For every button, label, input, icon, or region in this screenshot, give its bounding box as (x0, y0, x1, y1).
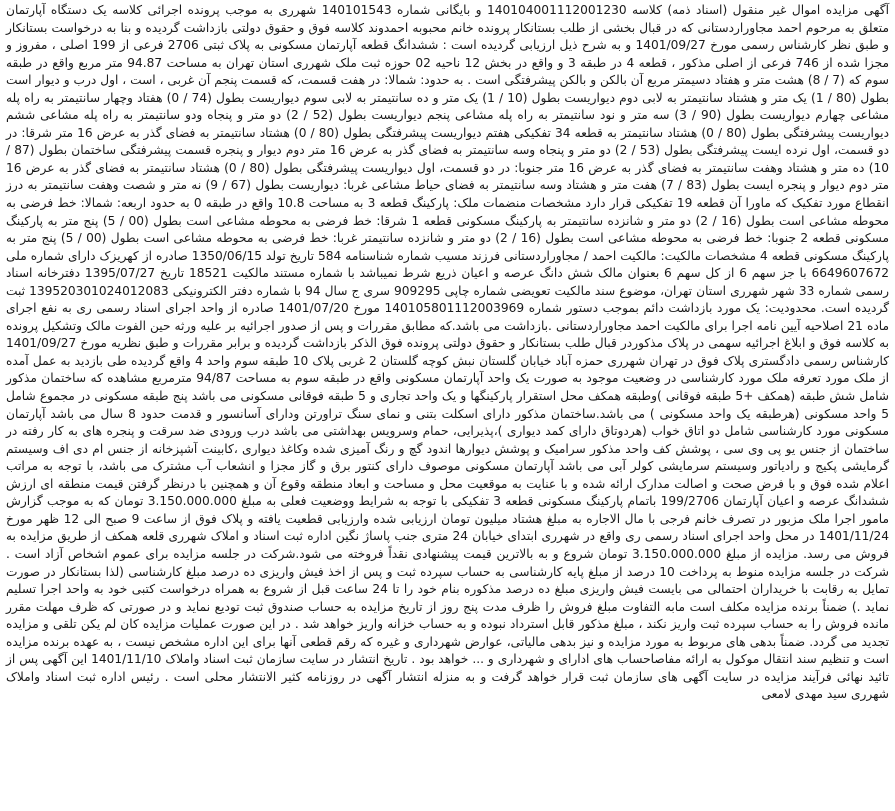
notice-body: آگهی مزایده اموال غیر منقول (اسناد ذمه) کلاسه 140104001112001230 و بایگانی شماره 140101543 شهرری به موجب پرونده اجرائی کلاسه یک دستگاه آپارتمان متعلق به مرحوم احمد مجاوراردستانی که در قبال بخشی از طلب بستانکار پرونده خانم محبوبه احمدوند کلاسه فوق و حقوق دولتی بازداشت گردیده و بنا به درخواست بستانکار و طبق نظر کارشناس رسمی مورخ 1401/09/27 و به شرح ذیل ارزیابی گردیده است : ششدانگ قطعه آپارتمان مسکونی به پلاک ثبتی 2706 فرعی از 199 اصلی ، مفروز و مجزا شده از 746 فرعی از اصلی مذکور ، قطعه 4 در طبقه 3 و واقع در بخش 12 ناحیه 02 حوزه ثبت ملک شهرری استان تهران به مساحت 94.87 متر مربع واقع در طبقه سوم که (7 / 8) هشت متر و هفتاد دسیمتر مربع آن بالکن و بالکن پیشرفتگی است . به حدود: شمالا: در هفت قسمت، که قسمت پنجم آن غربی ، است ، اول درب و دیوار است بطول (80 / 1) یک متر و هشتاد سانتیمتر به لابی دوم دیواریست بطول (10 / 1) یک متر و ده سانتیمتر به لابی سوم دیواریست بطول (74 / 0) هفتاد وچهار سانتیمتر به راه پله مشاعی چهارم دیواریست بطول (90 / 3) سه متر و نود سانتیمتر به راه پله مشاعی پنجم دیواریست بطول (52 / 2) دو متر و پنجاه ودو سانتیمتر به راه پله مشاعی ششم دیواریست پیشرفتگی بطول (80 / 0) هشتاد سانتیمتر به قطعه 34 تفکیکی هفتم دیواریست پیشرفتگی بطول (80 / 0) هشتاد سانتیمتر به فضای گذر به عرض 16 متر شرقا: در دو قسمت، اول نرده ایست پیشرفتگی بطول (53 / 2) دو متر و پنجاه وسه سانتیمتر به فضای گذر به عرض 16 متر دوم دیوار و پنجره قسمت پیشرفتگی ساختمان بطول (87 / 10) ده متر و هشتاد وهفت سانتیمتر به فضای گذر به عرض 16 متر جنوبا: در دو قسمت، اول دیواریست پیشرفتگی بطول (80 / 0) هشتاد سانتیمتر به فضای گذر به عرض 16 متر دوم دیوار و پنجره ایست بطول (83 / 7) هفت متر و هشتاد وسه سانتیمتر به فضای حیاط مشاعی غربا: دیواریست بطول (67 / 9) نه متر و شصت وهفت سانتیمتر به درز انقطاع مورد تفکیک که ماورا آن قطعه 19 تفکیکی قرار دارد مشخصات منضمات ملک: پارکینگ قطعه 3 به مساحت 10.8 واقع در طبقه 0 به حدود اربعه: شمالا: خط فرضی به محوطه مشاعی است بطول (16 / 2) دو متر و شانزده سانتیمتر به پارکینگ مسکونی قطعه 1 شرقا: خط فرضی به محوطه مشاعی است بطول (00 / 5) پنج متر به پارکینگ مسکونی قطعه 2 جنوبا: خط فرضی به محوطه مشاعی است بطول (16 / 2) دو متر و شانزده سانتیمتر غربا: خط فرضی به محوطه مشاعی است بطول (00 / 5) پنج متر به پارکینگ مسکونی قطعه 4 مشخصات مالکیت: مالکیت احمد / مجاوراردستانی فرزند مسیب شماره شناسنامه 584 تاریخ تولد 1350/06/15 صادره از کهریزک دارای شماره ملی 6649607672 با جز سهم 6 از کل سهم 6 بعنوان مالک شش دانگ عرصه و اعیان ذریع شرط نمیباشد با شماره مستند مالکیت 18521 تاریخ 1395/07/27 دفترخانه اسناد رسمی شماره 33 شهر شهرری استان تهران، موضوع سند مالکیت تعویضی شماره چاپی 909295 سری ج سال 94 با شماره دفتر الکترونیکی 139520301024012083 ثبت گردیده است. محدودیت: یک مورد بازداشت دائم بموجب دستور شماره 140105801112003969 مورخ 1401/07/20 صادره از واحد اجرای اسناد رسمی ری به نفع اجرای ماده 21 اصلاحیه آیین نامه اجرا برای مالکیت احمد مجاوراردستانی .بازداشت می باشد.که مطابق مقررات و پس از صدور اجرائیه بر علیه ورثه حین الفوت مالک وتشکیل پرونده به کلاسه فوق و ابلاغ اجرائیه سهمی در پلاک مذکوردر قبال طلب بستانکار و حقوق دولتی پرونده فوق الذکر بازداشت گردیده و برابر مقررات و طبق نظریه مورخ 1401/09/27 کارشناس رسمی دادگستری پلاک فوق در تهران شهرری حمزه آباد خیابان گلستان نبش کوچه گلستان 2 غربی پلاک 10 طبقه سوم واحد 4 واقع گردیده طی بازدید به عمل آمده از ملک مورد تعرفه ملک مورد کارشناسی در وضعیت موجود به صورت یک واحد آپارتمان مسکونی واقع در طبقه سوم به مساحت 94/87 مترمربع مشاهده که ساختمان مذکور شامل شش طبقه (همکف +5 طبقه فوقانی )وطبقه همکف محل استقرار پارکینگها و یک واحد تجاری و 5 طبقه فوقانی مسکونی می باشد پنج طبقه مسکونی در مجموع شامل 5 واحد مسکونی (هرطبقه یک واحد مسکونی ) می باشد.ساختمان مذکور دارای اسکلت بتنی و نمای سنگ تراورتن ودارای آسانسور و قدمت حدود 8 سال می باشد آپارتمان مسکونی مورد کارشناسی شامل دو اتاق خواب (هردوتاق دارای کمد دیواری )،پذیرایی، حمام وسرویس بهداشتی می باشد درب ورودی ضد سرقت و پنجره های به کار رفته در ساختمان از جنس یو پی وی سی ، پوشش کف واحد مذکور سرامیک و پوشش دیوارها اندود گچ و رنگ آمیزی شده وکاغذ دیواری ،کابینت آشپزخانه از جنس ام دی اف وسیستم گرمایشی پکیج و رادیاتور وسیستم سرمایشی کولر آبی می باشد آپارتمان مسکونی موصوف دارای کنتور برق و گاز مجزا و انشعاب آب مشترک می باشد، با توجه به مراتب اعلام شده فوق و با فرض صحت و اصالت مدارک ارائه شده و با عنایت به موقعیت محل و مساحت و ابعاد منطقه وقوع آن و همچنین با درنظر گرفتن قیمت منطقه ای ارزش ششدانگ عرصه و اعیان آپارتمان 199/2706 باتمام پارکینگ مسکونی قطعه 3 تفکیکی با توجه به شرایط ووضعیت فعلی به مبلغ 3.150.000.000 تومان که به موجب گزارش مامور اجرا ملک مزبور در تصرف خانم فرجی با مال الاجاره به مبلغ هشتاد میلیون تومان ارزیابی شده وارزیابی قطعیت یافته و پلاک فوق از ساعت 9 صبح الی 12 ظهر مورخ 1401/11/24 در محل واحد اجرای اسناد رسمی ری واقع در شهرری ابتدای خیابان 24 متری جنب پاساژ نگین اداره ثبت اسناد و املاک شهرری قلعه همکف از طریق مزایده به فروش می رسد. مزایده از مبلغ 3.150.000.000 تومان شروع و به بالاترین قیمت پیشنهادی نقداً فروخته می شود.شرکت در جلسه مزایده برای عموم اشخاص آزاد است . شرکت در جلسه مزایده منوط به پرداخت 10 درصد از مبلغ پایه کارشناسی به حساب سپرده ثبت و پس از اخذ فیش واریزی ده درصد مبلغ کارشناسی (لذا بستانکار در صورت تمایل به رقابت با خریداران احتمالی می بایست فیش واریزی مبلغ ده درصد مذکوره بنام خود را تا 24 ساعت قبل از شروع به همراه درخواست کتبی خود به واحد اجرا تسلیم نماید .) ضمناً برنده مزایده مکلف است مابه التفاوت مبلغ فروش را ظرف مدت پنج روز از تاریخ مزایده به حساب صندوق ثبت تودیع نماید و در صورتی که ظرف مهلت مقرر مانده فروش را به حساب سپرده ثبت واریز نکند ، مبلغ مذکور قابل استرداد نبوده و به حساب خزانه واریز خواهد شد . در این صورت عملیات مزایده کان لم یکن تلقی و مزایده تجدید می گردد. ضمناً بدهی های مربوط به مورد مزایده و نیز بدهی مالیاتی، عوارض شهرداری و غیره که رقم قطعی آنها برای این اداره مشخص نیست ، به عهده برنده مزایده است و تنظیم سند انتقال موکول به ارائه مفاصاحساب های ادارای و شهرداری و ... خواهد بود . تاریخ انتشار در سایت سازمان ثبت اسناد واملاک 1401/11/10 این آگهی پس از تائید نهائی فرآیند مزایده در سایت آگهی های سازمان ثبت قرار خواهد گرفت و به منزله انتشار آگهی در روزنامه کثیر الانتشار محلی است . رئیس اداره ثبت اسناد واملاک شهرری سید مهدی لامعی (6, 3, 890, 702)
